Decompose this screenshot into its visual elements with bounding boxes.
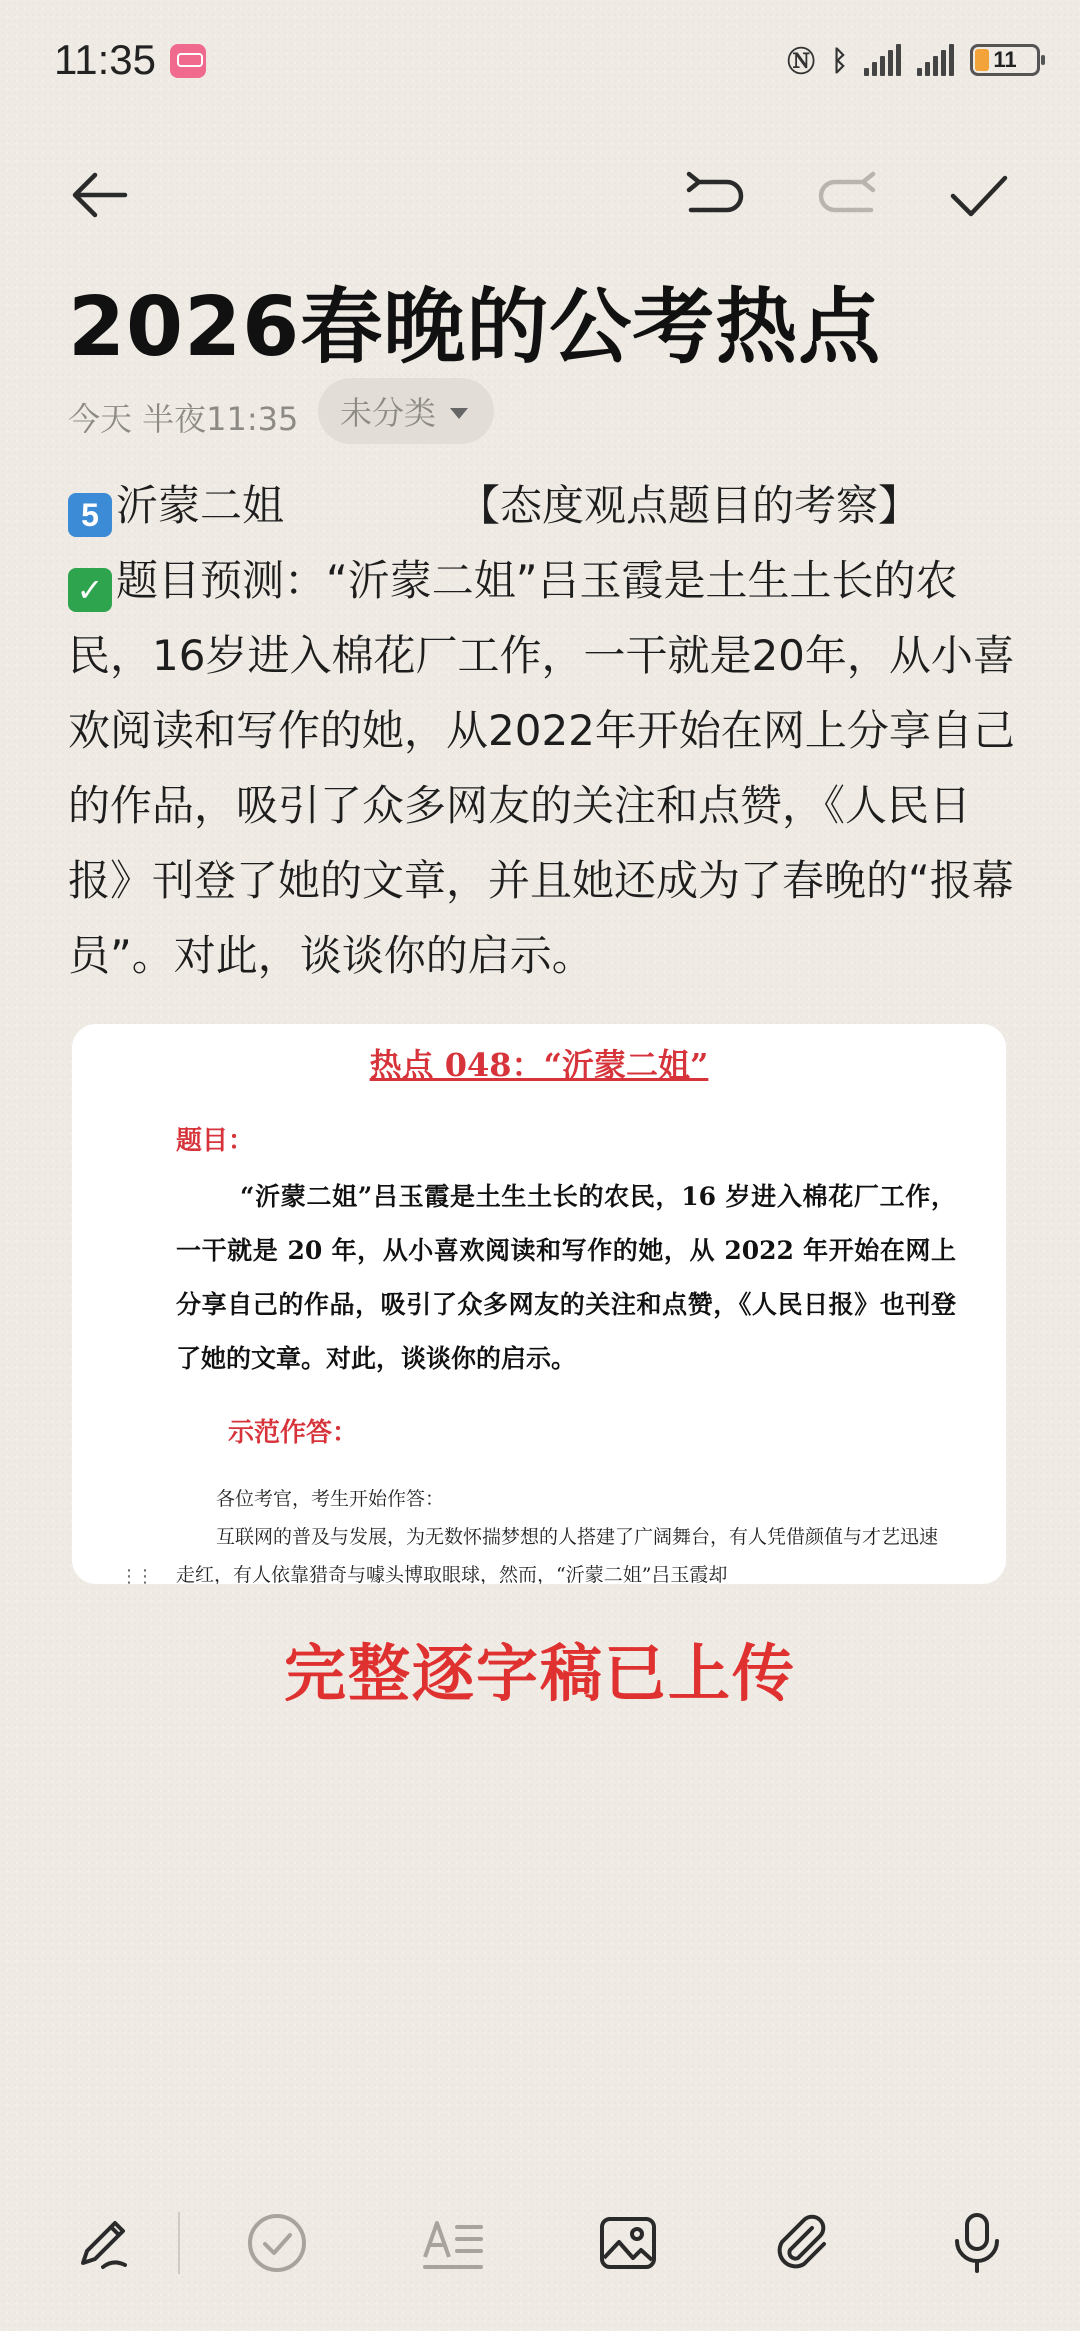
bluetooth-icon: ᛒ — [831, 43, 848, 77]
signal-icon-2 — [917, 44, 954, 76]
category-label: 未分类 — [340, 394, 437, 432]
nfc-icon: Ⓝ — [787, 45, 816, 78]
body-paragraph — [68, 543, 1028, 993]
check-mark-icon: ✓ — [68, 568, 112, 612]
drag-handle-icon[interactable]: ⋮⋮ — [120, 1566, 152, 1587]
back-arrow-icon[interactable] — [64, 160, 134, 230]
note-title[interactable]: 2026春晚的公考热点 — [68, 280, 882, 375]
image-question-text: “沂蒙二姐”吕玉霞是土生土长的农民，16 岁进入棉花厂工作，一干就是 20 年，从小喜欢阅读和写作的她，从 2022 年开始在网上分享自己的作品，吸引了众多网友的关注和点赞，《人民日报》也刊登了她的文章。对此，谈谈你的启示。 — [176, 1182, 956, 1373]
image-question-label: 题目： — [176, 1126, 255, 1156]
bilibili-app-icon — [170, 44, 206, 78]
signal-icon — [864, 44, 901, 76]
status-time: 11:35 — [54, 36, 156, 83]
category-selector[interactable] — [318, 378, 494, 444]
image-answer-text — [176, 1480, 956, 1584]
item-name: 沂蒙二姐 — [116, 481, 285, 530]
answer-line-1: 各位考官，考生开始作答： — [216, 1488, 445, 1510]
attachment-icon[interactable] — [768, 2208, 838, 2278]
note-body[interactable] — [68, 468, 1028, 993]
battery-icon — [970, 44, 1040, 76]
item-tag: 【态度观点题目的考察】 — [458, 481, 921, 530]
body-line-1 — [68, 468, 1028, 543]
note-date: 今天 半夜11:35 — [68, 400, 299, 438]
prediction-text: 题目预测：“沂蒙二姐”吕玉霞是土生土长的农民，16岁进入棉花厂工作，一干就是20年，从小喜欢阅读和写作的她，从2022年开始在网上分享自己的作品，吸引了众多网友的关注和点赞，《人民日报》刊登了她的文章，并且她还成为了春晚的“报幕员”。对此，谈谈你的启示。 — [68, 556, 1015, 980]
pen-icon[interactable] — [68, 2208, 138, 2278]
text-format-icon[interactable] — [418, 2208, 488, 2278]
redo-icon[interactable] — [812, 160, 882, 230]
microphone-icon[interactable] — [942, 2208, 1012, 2278]
keycap-five-icon: 5 — [68, 493, 112, 537]
check-icon[interactable] — [944, 160, 1014, 230]
checklist-icon[interactable] — [242, 2208, 312, 2278]
image-icon[interactable] — [593, 2208, 663, 2278]
answer-line-2: 互联网的普及与发展，为无数怀揣梦想的人搭建了广阔舞台，有人凭借颜值与才艺迅速走红，有人依靠猎奇与噱头博取眼球，然而，“沂蒙二姐”吕玉霞却 — [176, 1526, 939, 1584]
battery-level: 11 — [993, 47, 1017, 72]
status-icons — [787, 40, 1040, 80]
embedded-image[interactable] — [72, 1024, 1006, 1584]
chevron-down-icon — [450, 408, 468, 419]
caption-text: 完整逐字稿已上传 — [283, 1637, 796, 1710]
image-heading: 热点 048：“沂蒙二姐” — [369, 1046, 709, 1084]
toolbar-divider — [178, 2212, 180, 2274]
undo-icon[interactable] — [680, 160, 750, 230]
image-answer-label: 示范作答： — [228, 1418, 359, 1448]
